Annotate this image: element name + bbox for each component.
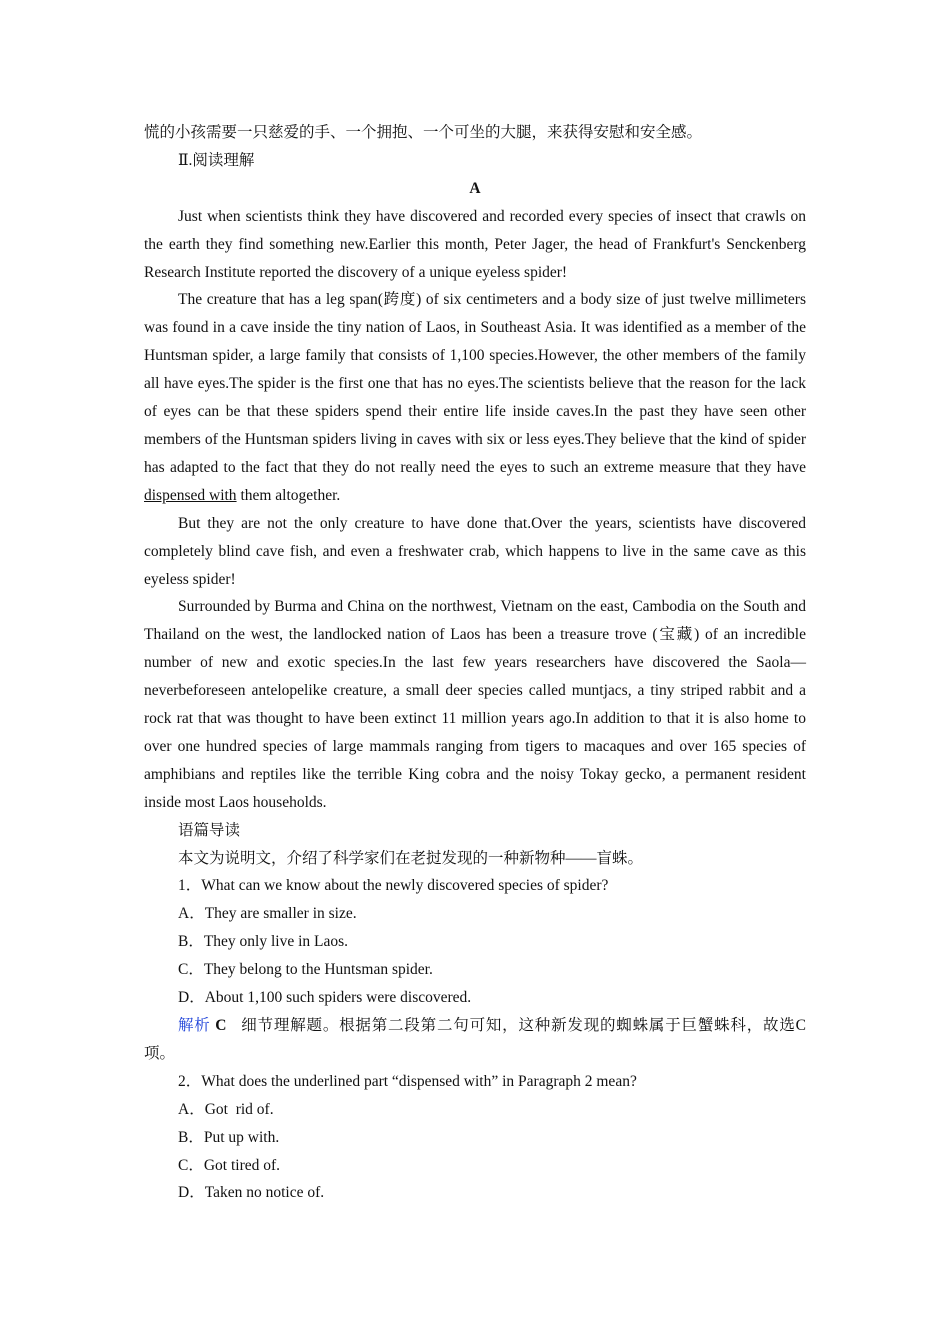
paragraph-2-end: them altogether. — [236, 486, 341, 504]
question-2-option-b: B．Put up with. — [178, 1128, 280, 1146]
question-1-option-a: A．They are smaller in size. — [178, 905, 357, 923]
passage-paragraph-3: But they are not the only creature to have done that.Over the years, scientists have discovered completely blind cave fish, and even a freshwater crab, which happens to live in the same cave as this eyeless spider! — [144, 514, 806, 588]
question-2-stem: 2．What does the underlined part “dispensed with” in Paragraph 2 mean? — [178, 1072, 637, 1090]
question-1-option-c: C．They belong to the Huntsman spider. — [178, 961, 433, 979]
section-heading: Ⅱ.阅读理解 — [178, 151, 255, 169]
question-1-analysis — [144, 1012, 806, 1068]
passage-paragraph-1: Just when scientists think they have discovered and recorded every species of insect that crawls on the earth they find something new.Earlier this month, Peter Jager, the head of Frankfurt's Senckenberg Research Institute reported the discovery of a unique eyeless spider! — [144, 207, 806, 281]
passage-label: A — [469, 179, 481, 197]
underlined-phrase: dispensed with — [144, 486, 237, 504]
guide-text: 本文为说明文，介绍了科学家们在老挝发现的一种新物种——盲蛛。 — [178, 849, 644, 867]
intro-continuation: 慌的小孩需要一只慈爱的手、一个拥抱、一个可坐的大腿，来获得安慰和安全感。 — [144, 124, 703, 141]
passage-paragraph-2 — [144, 286, 806, 509]
question-1-option-b: B．They only live in Laos. — [178, 933, 349, 951]
document-page — [144, 119, 806, 1207]
analysis-text: 细节理解题。根据第二段第二句可知，这种新发现的蜘蛛属于巨蟹蛛科，故选C项。 — [144, 1017, 806, 1062]
question-2-option-c: C．Got tired of. — [178, 1156, 281, 1174]
analysis-label: 解析 — [178, 1017, 211, 1034]
question-1-stem: 1．What can we know about the newly discovered species of spider? — [178, 877, 609, 895]
question-2-option-d: D．Taken no notice of. — [178, 1184, 325, 1202]
answer-letter: C — [215, 1017, 227, 1034]
passage-paragraph-4: Surrounded by Burma and China on the northwest, Vietnam on the east, Cambodia on the South and Thailand on the west, the landlocked nation of Laos has been a treasure trove (宝藏) of an incredible number of new and exotic species.In the last few years researchers have discovered the Saola—neverbeforeseen antelopelike creature, a small deer species called muntjacs, a tiny striped rabbit and a rock rat that was thought to have been extinct 11 million years ago.In addition to that it is also home to over one hundred species of large mammals ranging from tigers to macaques and over 165 species of amphibians and reptiles like the terrible King cobra and the noisy Tokay gecko, a permanent resident inside most Laos households. — [144, 598, 806, 811]
question-2-option-a: A．Got rid of. — [178, 1100, 274, 1118]
paragraph-2-text: The creature that has a leg span(跨度) of six centimeters and a body size of just twelve millimeters was found in a cave inside the tiny nation of Laos, in Southeast Asia. It was identified as a member of the Huntsman spider, a large family that consists of 1,100 species.However, the other members of the family all have eyes.The spider is the first one that has no eyes.The scientists believe that the reason for the lack of eyes can be that these spiders spend their entire life inside caves.In the past they have seen other members of the Huntsman spiders living in caves with six or less eyes.They believe that the kind of spider has adapted to the fact that they do not really need the eyes to such an extreme measure that they have — [144, 291, 806, 476]
question-1-option-d: D．About 1,100 such spiders were discovered. — [178, 989, 472, 1007]
guide-label: 语篇导读 — [178, 821, 241, 839]
